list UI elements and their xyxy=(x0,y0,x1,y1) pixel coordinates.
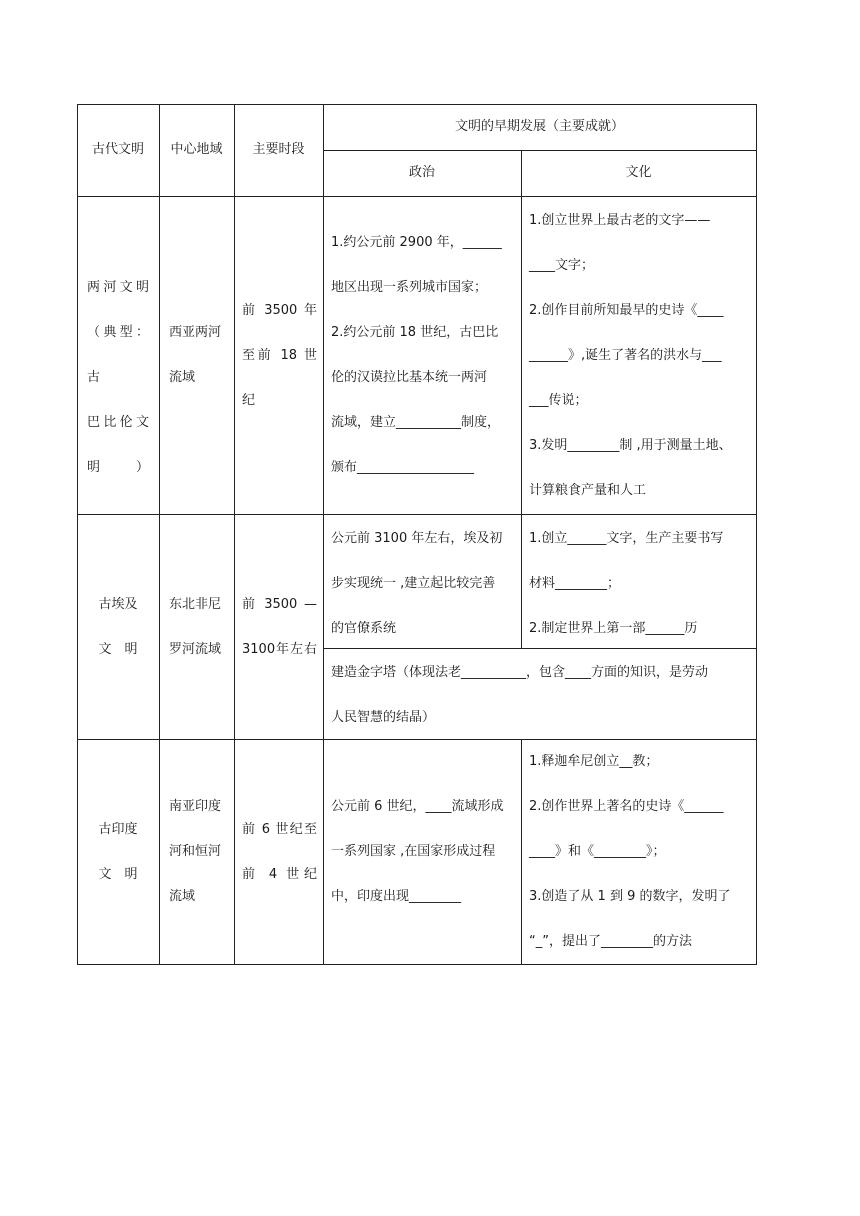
column-divider xyxy=(521,739,522,965)
header-politics: 政治 xyxy=(408,165,435,180)
culture-text-line: 1.释迦牟尼创立__教； xyxy=(529,754,659,769)
main-period-line: 前 3500 — xyxy=(242,596,317,612)
culture-text-line: 计算粮食产量和人工 xyxy=(529,482,647,498)
header-region: 中心地域 xyxy=(170,142,223,157)
header-period: 主要时段 xyxy=(252,142,305,157)
column-divider xyxy=(521,150,522,649)
column-divider xyxy=(323,104,324,965)
politics-text-line: 公元前 3100 年左右，埃及初 xyxy=(331,531,503,546)
culture-text-line: 3.发明________制 ,用于测量土地、 xyxy=(529,437,732,453)
civilization-name-line: 古埃及 xyxy=(98,596,138,612)
culture-text xyxy=(529,516,752,651)
civilization-name-line: 明） xyxy=(87,460,149,475)
civilization-name-line: 文 明 xyxy=(98,641,138,657)
civilization-name-line: 文 明 xyxy=(98,866,138,882)
culture-text xyxy=(529,198,752,513)
culture-text-line: 2.创作目前所知最早的史诗《____ xyxy=(529,302,724,318)
civilization-name xyxy=(87,807,149,897)
main-period-line: 3100年左右 xyxy=(242,641,317,657)
politics-text-line: 流域，建立__________制度， xyxy=(331,415,501,430)
central-region-line: 罗河流域 xyxy=(169,641,222,657)
shared-achievement-text xyxy=(331,650,750,740)
civilization-name xyxy=(87,265,149,490)
politics-text-line: 步实现统一 ,建立起比较完善 xyxy=(331,576,496,591)
table-border-left xyxy=(77,104,78,965)
central-region-line: 流域 xyxy=(169,889,196,904)
civilization-name xyxy=(87,582,149,672)
header-achievements: 文明的早期发展（主要成就） xyxy=(454,119,624,134)
politics-text-line: 一系列国家 ,在国家形成过程 xyxy=(331,844,496,859)
civilization-name-line: 古印度 xyxy=(98,821,138,837)
politics-text-line: 伦的汉谟拉比基本统一两河 xyxy=(331,370,488,385)
politics-text-line: 公元前 6 世纪，____流域形成 xyxy=(331,799,504,814)
culture-text xyxy=(529,739,752,964)
table-border-right xyxy=(756,104,757,965)
politics-text-line: 2.约公元前 18 世纪，古巴比 xyxy=(331,325,499,340)
civilization-name-line: 两河文明 xyxy=(87,280,149,295)
culture-text-line: 1.创立______文字，生产主要书写 xyxy=(529,531,724,546)
politics-text-line: 1.约公元前 2900 年，______ xyxy=(331,235,502,250)
politics-text-line: 的官僚系统 xyxy=(331,621,397,636)
main-period xyxy=(242,582,317,672)
main-period xyxy=(242,807,317,897)
main-period-line: 至前 18 世 xyxy=(242,347,317,363)
politics-text xyxy=(331,516,517,651)
politics-text-line: 地区出现一系列城市国家； xyxy=(331,280,488,295)
main-period-line: 前 4 世纪 xyxy=(242,866,317,882)
culture-text-line: 2.制定世界上第一部______历 xyxy=(529,621,698,636)
shared-achievement-text-line: 建造金字塔（体现法老__________，包含____方面的知识，是劳动 xyxy=(331,665,709,680)
header-civilization: 古代文明 xyxy=(91,142,144,157)
culture-text-line: ____》和《________》； xyxy=(529,844,666,859)
central-region-line: 南亚印度 xyxy=(169,799,222,814)
column-divider xyxy=(234,104,235,965)
politics-text xyxy=(331,220,517,490)
table-border-bottom xyxy=(77,964,757,965)
culture-text-line: “_”，提出了________的方法 xyxy=(529,934,692,949)
central-region-line: 西亚两河 xyxy=(169,325,222,340)
header-culture: 文化 xyxy=(625,165,652,180)
culture-text-line: 2.创作世界上著名的史诗《______ xyxy=(529,799,724,814)
politics-text-line: 颁布__________________ xyxy=(331,460,475,475)
culture-text-line: ___传说； xyxy=(529,392,588,408)
politics-text xyxy=(331,784,517,919)
central-region-line: 流域 xyxy=(169,370,196,385)
main-period-line: 前 6 世纪至 xyxy=(242,821,317,837)
shared-achievement-text-line: 人民智慧的结晶） xyxy=(331,710,436,725)
main-period-line: 纪 xyxy=(242,392,256,408)
politics-text-line: 中，印度出现________ xyxy=(331,889,462,904)
column-divider xyxy=(159,104,160,965)
culture-text-line: ____文字； xyxy=(529,257,595,273)
civilization-name-line: 巴比伦文 xyxy=(87,415,149,430)
civilization-name-line: （典型：古 xyxy=(87,325,149,385)
culture-text-line: 3.创造了从 1 到 9 的数字，发明了 xyxy=(529,889,731,904)
central-region xyxy=(169,784,230,919)
central-region xyxy=(169,310,230,400)
main-period xyxy=(242,288,317,423)
culture-text-line: 1.创立世界上最古老的文字—— xyxy=(529,212,711,228)
row-divider xyxy=(77,514,757,515)
culture-text-line: 材料________； xyxy=(529,576,621,591)
main-period-line: 前 3500 年 xyxy=(242,302,317,318)
central-region-line: 河和恒河 xyxy=(169,844,222,859)
central-region-line: 东北非尼 xyxy=(169,596,222,612)
central-region xyxy=(169,582,230,672)
culture-text-line: ______》,诞生了著名的洪水与___ xyxy=(529,347,722,363)
